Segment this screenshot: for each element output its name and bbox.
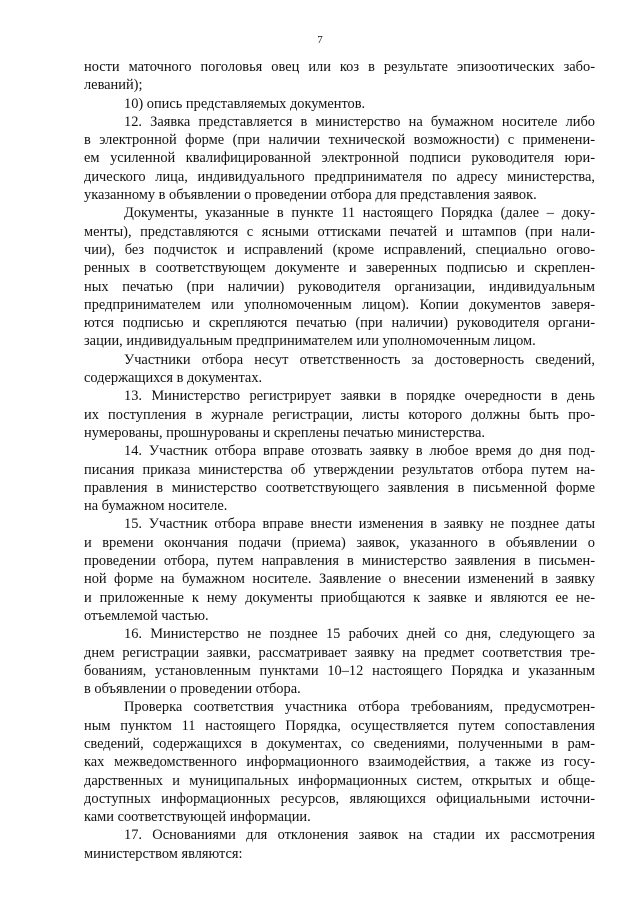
text-line: их поступления в журнале регистрации, листы которого должны быть про- [84, 406, 595, 423]
text-line: чии), без подчисток и исправлений (кроме исправлений, специально огово- [84, 241, 595, 258]
text-line: в объявлении о проведении отбора. [84, 681, 301, 698]
text-line: дического лица, индивидуального предпринимателя по адресу министерства, [84, 168, 595, 185]
text-line: доступных информационных ресурсов, являющихся официальными источни- [84, 790, 595, 807]
text-line: днем регистрации заявки, рассматривает заявку на предмет соответствия тре- [84, 644, 595, 661]
text-line: ются подписью и скрепляются печатью (при наличии) руководителя органи- [84, 315, 595, 332]
text-line: отъемлемой частью. [84, 607, 209, 624]
document-body [84, 58, 595, 863]
text-line: 10) опись представляемых документов. [124, 95, 366, 112]
text-line: правления в министерство соответствующего заявления в письменной форме [84, 479, 595, 496]
text-line: менты), представляются с ясными оттисками печатей и штампов (при нали- [84, 223, 595, 240]
text-line: ренных в соответствующем документе и заверенных подписью и скреплен- [84, 260, 595, 277]
text-line: указанному в объявлении о проведении отбора для представления заявок. [84, 187, 537, 204]
text-line: зации, индивидуальным предпринимателем или уполномоченным лицом. [84, 333, 536, 350]
text-line: и времени окончания подачи (приема) заявок, указанного в объявлении о [84, 534, 595, 551]
text-line: на бумажном носителе. [84, 498, 228, 515]
text-line: ности маточного поголовья овец или коз в результате эпизоотических забо- [84, 59, 595, 75]
text-line: 15. Участник отбора вправе внести изменения в заявку не позднее даты [124, 516, 595, 533]
text-line: писания приказа министерства об утверждении результатов отбора путем на- [84, 461, 595, 478]
text-line: Проверка соответствия участника отбора требованиям, предусмотрен- [124, 699, 595, 716]
text-line: 16. Министерство не позднее 15 рабочих дней со дня, следующего за [124, 626, 595, 643]
text-line: ках межведомственного информационного взаимодействия, а также из госу- [84, 754, 595, 771]
text-line: 17. Основаниями для отклонения заявок на стадии их рассмотрения [124, 827, 595, 844]
text-line: предпринимателем или уполномоченным лицом). Копии документов заверя- [84, 296, 595, 313]
text-line: 14. Участник отбора вправе отозвать заявку в любое время до дня под- [124, 443, 595, 460]
text-line: нумерованы, прошнурованы и скреплены печатью министерства. [84, 424, 485, 441]
text-line: ных печатью (при наличии) руководителя организации, индивидуальным [84, 278, 595, 295]
text-line: бованиям, установленным пунктами 10–12 настоящего Порядка и указанным [84, 662, 595, 679]
text-line: ной форме на бумажном носителе. Заявление о внесении изменений в заявку [84, 571, 595, 588]
text-line: 13. Министерство регистрирует заявки в порядке очередности в день [124, 388, 595, 405]
text-line: Документы, указанные в пункте 11 настоящего Порядка (далее – доку- [124, 205, 595, 222]
text-line: и приложенные к нему документы приобщаются к заявке и являются ее не- [84, 589, 595, 606]
text-line: ками соответствующей информации. [84, 809, 311, 826]
text-line: 12. Заявка представляется в министерство на бумажном носителе либо [124, 113, 595, 130]
text-line: проведении отбора, путем направления в министерство заявления в письмен- [84, 553, 595, 570]
text-line: Участники отбора несут ответственность за достоверность сведений, [124, 351, 595, 368]
text-line: содержащихся в документах. [84, 370, 263, 387]
text-line: ным пунктом 11 настоящего Порядка, осуществляется путем сопоставления [84, 717, 595, 734]
text-line: министерством являются: [84, 845, 243, 862]
text-line: в электронной форме (при наличии технической возможности) с применени- [84, 132, 595, 149]
text-line: леваний); [84, 77, 143, 94]
text-line: сведений, содержащихся в документах, со сведениями, полученными в рам- [84, 735, 595, 752]
page-number: 7 [317, 34, 323, 46]
text-line: дарственных и муниципальных информационных систем, открытых и обще- [84, 772, 595, 789]
text-line: ем усиленной квалифицированной электронной подписи руководителя юри- [84, 150, 595, 167]
